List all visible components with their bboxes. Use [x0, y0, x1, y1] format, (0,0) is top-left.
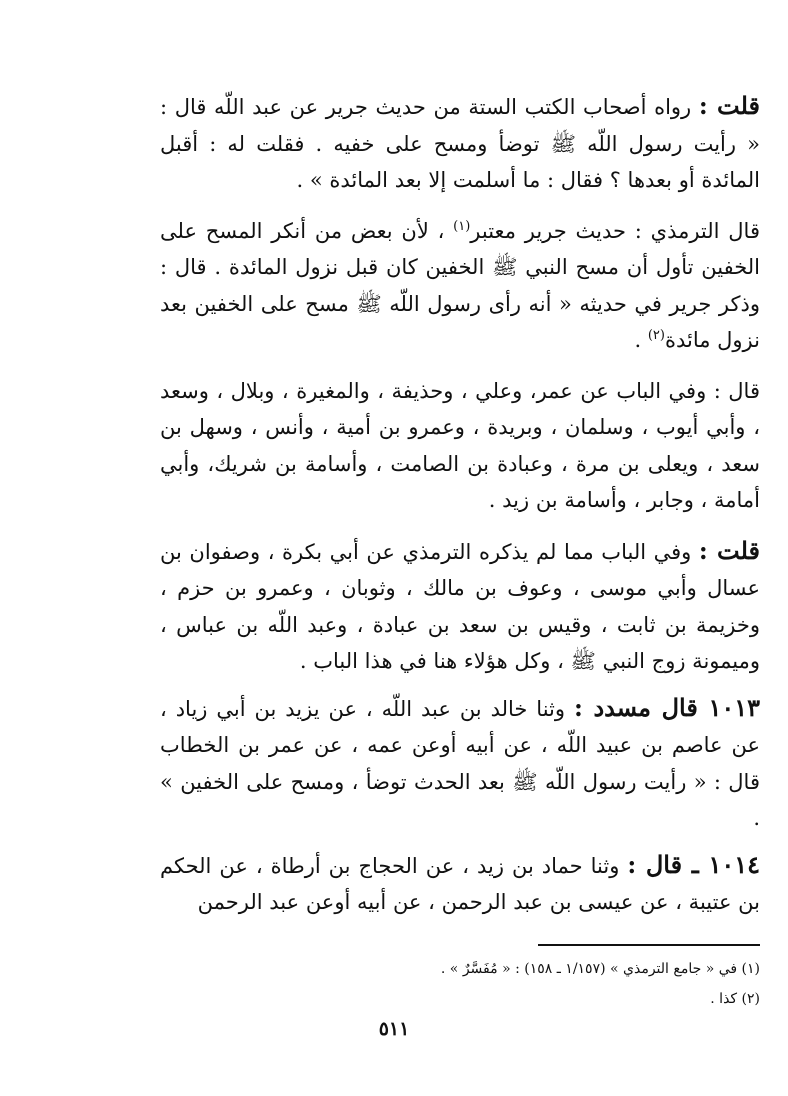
hadith-number-1014: ١٠١٤ ـ قال : [627, 849, 760, 879]
footnote-ref-1: (١) [453, 218, 471, 234]
paragraph-text: رواه أصحاب الكتب الستة من حديث جرير عن عبد اللّه قال : « رأيت رسول اللّه ﷺ توضأ ومسح على خفيه . فقلت له : أقبل المائدة أو بعدها ؟ فقال : ما أسلمت إلا بعد المائدة » . [160, 95, 760, 192]
page-number: ٥١١ [378, 1018, 410, 1040]
footnote-divider [538, 944, 760, 946]
main-text [160, 88, 760, 931]
footnotes [380, 954, 760, 1014]
paragraph-4 [160, 533, 760, 680]
paragraph-text: وثنا خالد بن عبد اللّه ، عن يزيد بن أبي زياد ، عن عاصم بن عبيد اللّه ، عن أبيه أوعن عمه ، عن عمر بن الخطاب قال : « رأيت رسول اللّه ﷺ بعد الحدث توضأ ، ومسح على الخفين » . [160, 696, 760, 830]
paragraph-lead: قلت : [698, 91, 760, 120]
paragraph-3 [160, 373, 760, 519]
footnote-ref-2: (٢) [647, 328, 665, 343]
paragraph-text: قال : وفي الباب عن عمر، وعلي ، وحذيفة ، والمغيرة ، وبلال ، وسعد ، وأبي أيوب ، وسلمان ، وبريدة ، وعمرو بن أمية ، وأنس ، وسهل بن سعد ، ويعلى بن مرة ، وعبادة بن الصامت ، وأسامة بن شريك، وأبي أمامة ، وجابر ، وأسامة بن زيد . [160, 378, 760, 512]
paragraph-2 [160, 213, 760, 359]
paragraph-text: وثنا حماد بن زيد ، عن الحجاج بن أرطاة ، عن الحكم بن عتيبة ، عن عيسى بن عبد الرحمن ، عن أبيه أوعن عبد الرحمن [160, 853, 760, 914]
footnote-2: (٢) كذا . [710, 991, 760, 1007]
paragraph-1 [160, 88, 760, 199]
footnote-1: (١) في « جامع الترمذي » (١/١٥٧ ـ ١٥٨) : « مُفَسَّرٌ » . [440, 961, 760, 977]
paragraph-text: قال الترمذي : حديث جرير معتبر [470, 218, 760, 243]
paragraph-text: وفي الباب مما لم يذكره الترمذي عن أبي بكرة ، وصفوان بن عسال وأبي موسى ، وعوف بن مالك ، وثوبان ، وعمرو بن حزم ، وخزيمة بن ثابت ، وقيس بن سعد بن عبادة ، وعبد اللّه بن عباس ، وميمونة زوج النبي ﷺ ، وكل هؤلاء هنا في هذا الباب . [160, 539, 760, 673]
paragraph-lead: قلت : [698, 535, 761, 565]
paragraph-text: ، لأن بعض من أنكر المسح على الخفين تأول أن مسح النبي ﷺ الخفين كان قبل نزول المائدة . قال : وذكر جرير في حديثه « أنه رأى رسول اللّه ﷺ مسح على الخفين بعد نزول مائدة [160, 218, 760, 352]
paragraph-6 [160, 847, 760, 921]
hadith-number-1013: ١٠١٣ قال مسدد : [573, 692, 760, 722]
paragraph-5 [160, 690, 760, 837]
paragraph-text: . [634, 328, 648, 352]
